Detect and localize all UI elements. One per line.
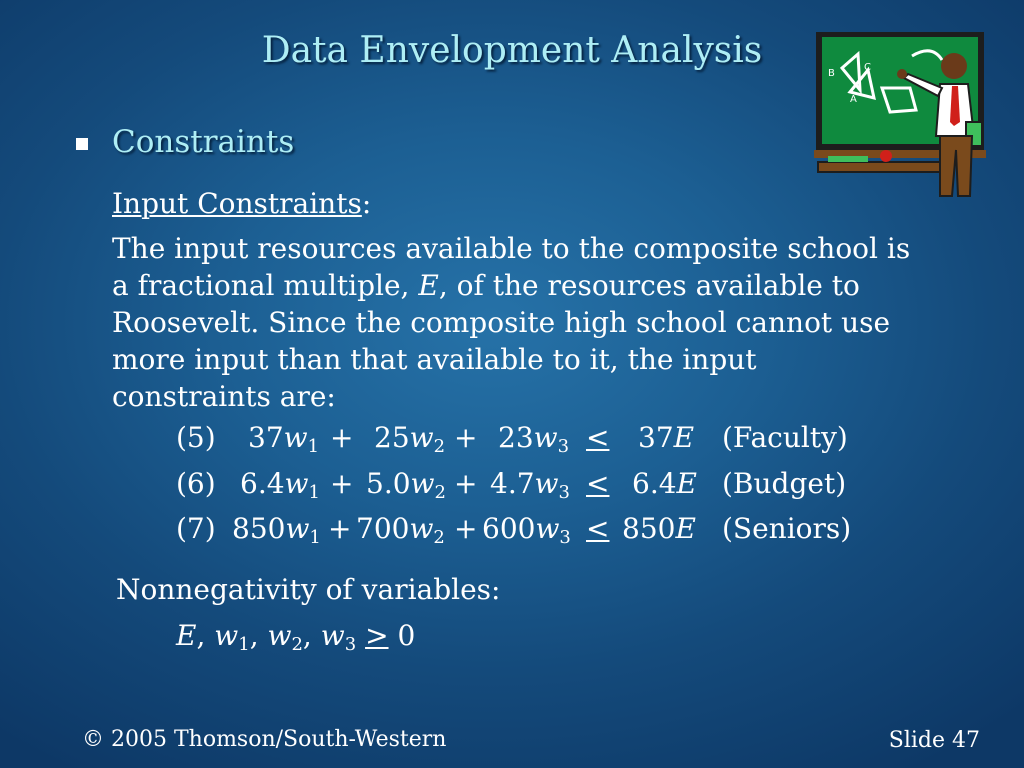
less-equal-sign: < xyxy=(586,512,610,545)
section-heading: Constraints xyxy=(112,124,295,160)
constraint-label: (Seniors) xyxy=(722,512,852,545)
term-3: $600w_3$ xyxy=(482,512,571,548)
term-2: $700w_2$ xyxy=(356,512,445,548)
equation-number: (5) xyxy=(176,421,216,454)
plus-sign: + xyxy=(454,467,478,500)
teacher-chalkboard-clipart xyxy=(808,26,1004,204)
paragraph-line-4: more input than that available to it, the input xyxy=(112,343,757,376)
rhs: 37E xyxy=(638,421,695,454)
constraint-label: (Budget) xyxy=(722,467,847,500)
nonnegativity-label: Nonnegativity of variables: xyxy=(116,573,501,606)
term-3: $23w_3$ xyxy=(498,421,570,457)
variable-e: E xyxy=(418,269,439,302)
term-1: $850w_1$ xyxy=(232,512,321,548)
footer-slide-number: Slide 47 xyxy=(888,728,980,753)
input-constraints-subheading xyxy=(112,187,371,220)
plus-sign: + xyxy=(330,467,354,500)
paragraph-line-3: Roosevelt. Since the composite high school cannot use xyxy=(112,306,891,339)
equation-number: (6) xyxy=(176,467,216,500)
paragraph-line-2-end: , of the resources available to xyxy=(438,269,860,302)
paragraph-line-2-start: a fractional multiple, xyxy=(112,269,419,302)
slide-title: Data Envelopment Analysis xyxy=(261,30,763,71)
paragraph-line-1: The input resources available to the composite school is xyxy=(112,232,911,265)
footer-copyright: © 2005 Thomson/South-Western xyxy=(82,727,447,752)
term-1: $37w_1$ xyxy=(248,421,320,457)
plus-sign: + xyxy=(454,512,478,545)
greater-equal-sign: > xyxy=(365,619,389,652)
equation-number: (7) xyxy=(176,512,216,545)
nonnegativity-expression: E, $w_1$, $w_2$, $w_3 > 0$ xyxy=(176,619,416,655)
constraint-label: (Faculty) xyxy=(722,421,848,454)
rhs: 850E xyxy=(622,512,696,545)
zero-value: 0 xyxy=(397,619,416,652)
input-constraints-paragraph xyxy=(112,230,972,415)
variable-e: E xyxy=(176,619,197,652)
rhs: 6.4E xyxy=(632,467,697,500)
term-1: $6.4w_1$ xyxy=(240,467,320,503)
term-3: $4.7w_3$ xyxy=(490,467,570,503)
less-equal-sign: < xyxy=(586,421,610,454)
board-letter-b: B xyxy=(828,68,835,79)
paragraph-line-5: constraints are: xyxy=(112,380,336,413)
bullet-marker xyxy=(76,138,88,150)
paragraph-line-2 xyxy=(112,267,972,304)
board-letter-c: C xyxy=(864,62,871,73)
plus-sign: + xyxy=(454,421,478,454)
term-2: $5.0w_2$ xyxy=(366,467,446,503)
input-constraints-colon: : xyxy=(361,187,372,220)
plus-sign: + xyxy=(328,512,352,545)
less-equal-sign: < xyxy=(586,467,610,500)
plus-sign: + xyxy=(330,421,354,454)
board-letter-a: A xyxy=(850,94,857,105)
input-constraints-label: Input Constraints xyxy=(112,187,362,220)
term-2: $25w_2$ xyxy=(374,421,446,457)
